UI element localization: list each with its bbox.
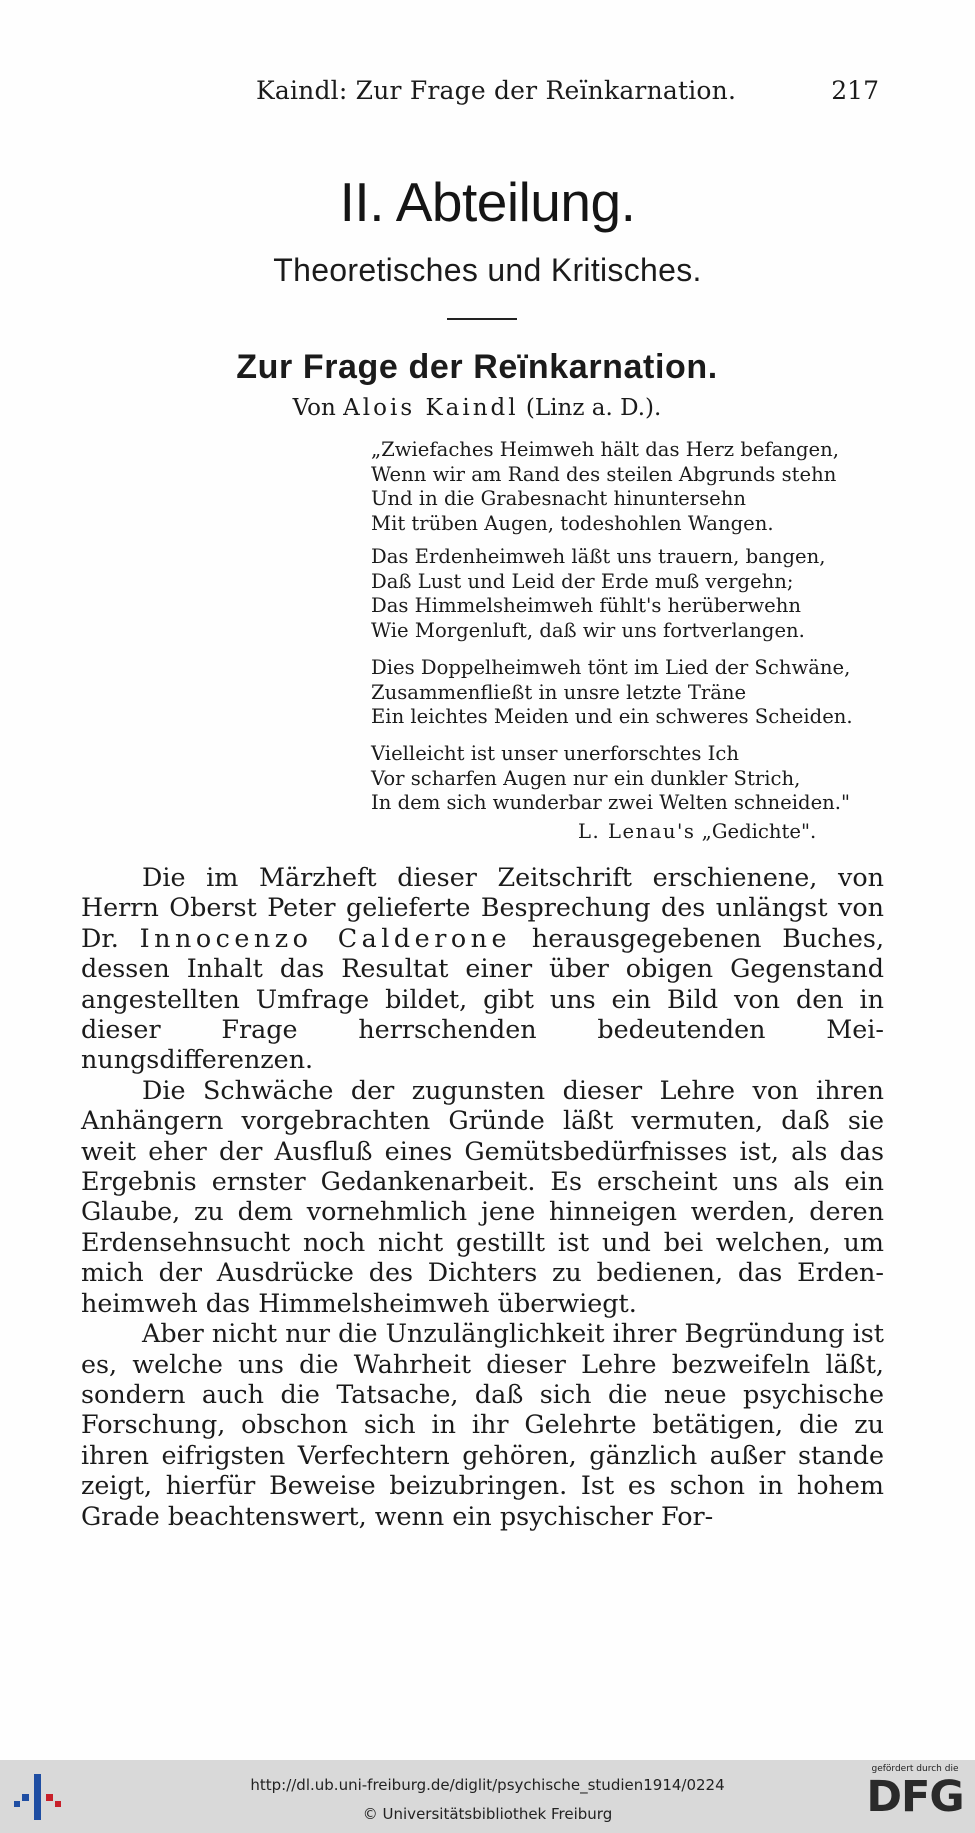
byline-author: Alois Kaindl: [343, 395, 519, 421]
poem-line: Ein leichtes Meiden und ein schweres Scheiden.: [371, 705, 853, 728]
poem-stanza-4: [371, 742, 887, 816]
section-title: II. Abteilung.: [339, 171, 636, 233]
page-number: 217: [831, 76, 879, 105]
poem-line: Daß Lust und Leid der Erde muß vergehn;: [371, 569, 794, 593]
poem-line: Das Himmelsheimweh fühlt's herüberwehn: [371, 594, 801, 617]
poem-line: Dies Doppelheimweh tönt im Lied der Schwäne,: [371, 656, 851, 679]
paragraph-1-start: Die im Märzheft dieser Zeitschrift erschienene, von Herrn Oberst Peter gelieferte Besprechung des unlängst von Dr.: [81, 862, 884, 953]
attribution-author: L. Lenau's: [578, 820, 696, 843]
byline: [0, 395, 954, 421]
poem-line: In dem sich wunderbar zwei Welten schneiden.": [371, 791, 851, 814]
poem-line: Und in die Grabesnacht hinuntersehn: [371, 487, 747, 510]
logo-bar: [22, 1794, 29, 1801]
copyright-notice: © Universitätsbibliothek Freiburg: [362, 1805, 613, 1823]
paragraph-2: Die Schwäche der zugunsten dieser Lehre von ihren Anhängern vorgebrachten Gründe läßt vermuten, daß sie weit eher der Ausfluß eines Gemütsbedürfnisses ist, als das Ergebnis ernster Gedankenarbeit. Es erscheint uns als ein Glaube, zu dem vornehmlich jene hinneigen werden, deren Erdensehnsucht noch nicht gestillt ist und bei welchen, um mich der Ausdrücke des Dichters zu bedienen, das Erdenheimweh das Himmelsheimweh überwiegt.: [81, 1074, 884, 1318]
byline-place: (Linz a. D.).: [525, 395, 662, 421]
poem-stanza-1: [371, 438, 887, 536]
poem-line: Zusammenfließt in unsre letzte Träne: [371, 680, 747, 704]
paragraph-1-end: herausgegebenen Buches, dessen Inhalt das Resultat einer über obigen Gegenstand angestellten Umfrage bildet, gibt uns ein Bild von den in dieser Frage herrschenden bedeutenden Meinungsdifferenzen.: [81, 922, 885, 1075]
poem-line: Vielleicht ist unser unerforschtes Ich: [371, 742, 740, 765]
byline-prefix: Von: [292, 395, 336, 421]
poem-line: „Zwiefaches Heimweh hält das Herz befangen,: [371, 438, 840, 461]
poem-line: Mit trüben Augen, todeshohlen Wangen.: [371, 511, 774, 535]
article-title: Zur Frage der Reïnkarnation.: [236, 348, 718, 386]
paragraph-1: [81, 862, 884, 1075]
paragraph-3: Aber nicht nur die Unzulänglichkeit ihrer Begründung ist es, welche uns die Wahrheit dieser Lehre bezweifeln läßt, sondern auch die Tatsache, daß sich die neue psychische Forschung, obschon sich in ihr Gelehrte betätigen, die zu ihren eifrigsten Verfechtern gehören, gänzlich außer stande zeigt, hierfür Beweise beizubringen. Ist es schon in hohem Grade beachtenswert, wenn ein psychischer For-: [81, 1318, 884, 1531]
running-head: Kaindl: Zur Frage der Reïnkarnation.: [256, 76, 737, 105]
dfg-logo: [860, 1764, 970, 1830]
attribution-work: „Gedichte".: [701, 820, 817, 843]
section-subtitle: Theoretisches und Kritisches.: [273, 252, 702, 288]
poem-attribution: [578, 820, 816, 843]
divider-rule: [447, 318, 517, 320]
logo-bar: [46, 1794, 53, 1801]
poem-stanza-2: [371, 545, 887, 643]
funded-label: gefördert durch die: [871, 1764, 959, 1774]
poem-line: Wie Morgenluft, daß wir uns fortverlangen.: [371, 618, 805, 642]
source-url[interactable]: http://dl.ub.uni-freiburg.de/diglit/psychische_studien1914/0224: [250, 1776, 725, 1794]
body-text: [81, 862, 884, 1531]
poem-line: Wenn wir am Rand des steilen Abgrunds stehn: [371, 462, 837, 486]
person-name: Innocenzo Calderone: [139, 922, 512, 953]
poem-stanza-3: [371, 656, 887, 730]
poem-line: Vor scharfen Augen nur ein dunkler Strich,: [371, 766, 801, 790]
poem-line: Das Erdenheimweh läßt uns trauern, bangen,: [371, 545, 826, 568]
dfg-logo-text: DFG: [866, 1772, 964, 1822]
